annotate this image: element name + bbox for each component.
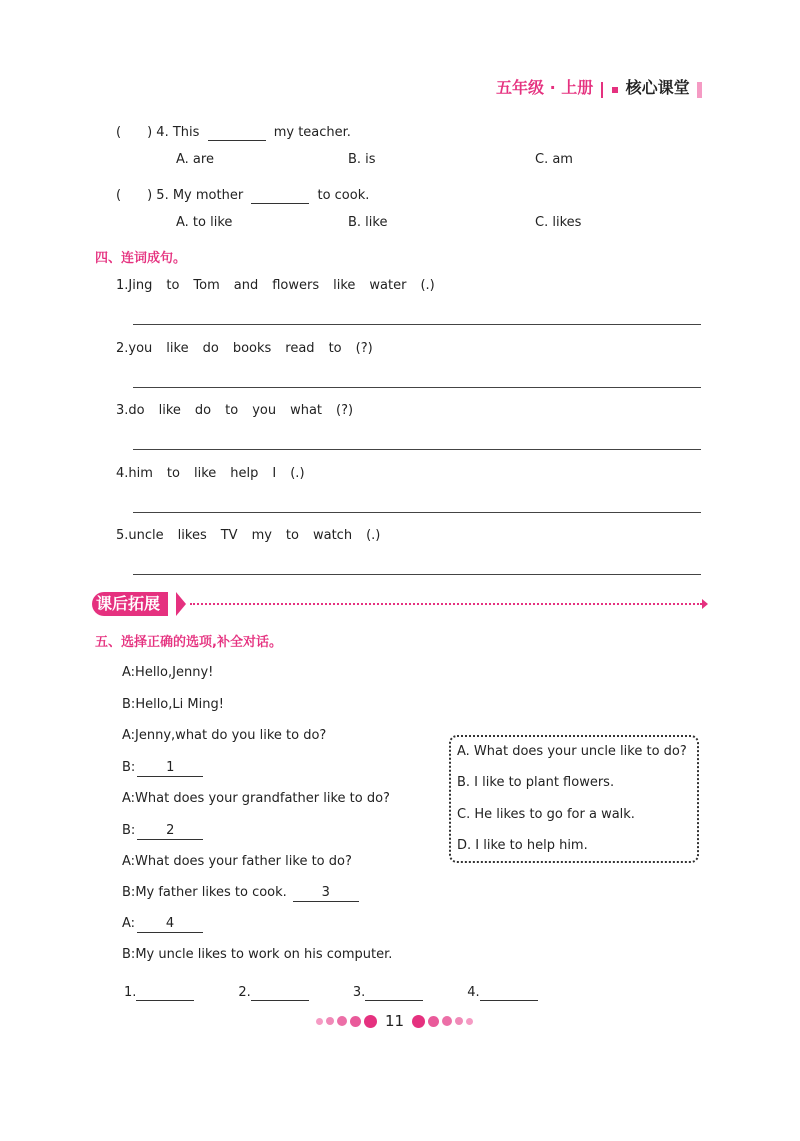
dialogue-line <box>122 823 203 840</box>
answer-label-3: 3. <box>352 985 366 1000</box>
speaker-label: B: <box>122 697 136 712</box>
speaker-label: A: <box>122 916 136 931</box>
speaker-label: A: <box>122 728 136 743</box>
dialogue-line <box>122 760 203 777</box>
q5-option-b[interactable]: B. like <box>348 215 388 230</box>
word-token: to <box>285 528 299 543</box>
dialogue-text: My father likes to cook. <box>135 885 287 900</box>
question-post: my teacher. <box>273 125 351 140</box>
dot-decoration-icon <box>442 1016 452 1026</box>
dot-decoration-icon <box>455 1017 463 1025</box>
q4-option-a[interactable]: A. are <box>176 152 214 167</box>
banner-label: 课后拓展 <box>92 592 168 616</box>
dialogue-blank[interactable]: 2 <box>137 823 203 840</box>
word-token: water <box>369 278 407 293</box>
dialogue-blank[interactable]: 1 <box>137 760 203 777</box>
extension-banner <box>92 592 712 616</box>
word-token: books <box>232 341 272 356</box>
word-token: I <box>272 466 277 481</box>
reorder-item-5 <box>116 528 380 543</box>
dot-decoration-icon <box>350 1016 361 1027</box>
dot-decoration-icon <box>316 1018 323 1025</box>
answer-paren[interactable]: ( ) <box>116 188 153 203</box>
word-token: Tom <box>193 278 220 293</box>
option-a[interactable]: A. What does your uncle like to do? <box>457 744 687 759</box>
dialogue-line <box>122 728 326 743</box>
banner-arrow-icon <box>176 592 186 616</box>
question-number: 5. <box>156 188 169 203</box>
item-number: 2. <box>116 341 129 356</box>
word-token: to <box>166 278 180 293</box>
dialogue-text: What does your grandfather like to do? <box>135 791 390 806</box>
answer-paren[interactable]: ( ) <box>116 125 153 140</box>
word-token: do <box>202 341 219 356</box>
banner-dotted-line <box>190 603 702 605</box>
q5-option-a[interactable]: A. to like <box>176 215 233 230</box>
punctuation-hint: (?) <box>336 403 354 418</box>
word-token: flowers <box>272 278 320 293</box>
banner-end-arrow-icon <box>702 599 708 609</box>
question-5 <box>116 184 369 204</box>
options-box <box>449 735 699 863</box>
reorder-item-3 <box>116 403 353 418</box>
fill-blank[interactable] <box>208 125 266 141</box>
word-token: him <box>128 466 153 481</box>
brand-label: 核心课堂 <box>625 78 690 97</box>
speaker-label: A: <box>122 854 136 869</box>
dialogue-text: My uncle likes to work on his computer. <box>135 947 393 962</box>
word-token: like <box>193 466 217 481</box>
answer-label-4: 4. <box>467 985 480 1000</box>
answer-line[interactable] <box>133 449 701 450</box>
word-token: watch <box>312 528 353 543</box>
question-pre: My mother <box>172 188 244 203</box>
dialogue-line <box>122 665 213 680</box>
word-token: like <box>166 341 189 356</box>
word-token: to <box>166 466 180 481</box>
question-number: 4. <box>156 125 169 140</box>
dot-decoration-icon <box>326 1017 334 1025</box>
answer-line[interactable] <box>133 512 701 513</box>
speaker-label: B: <box>122 823 136 838</box>
word-token: and <box>233 278 259 293</box>
word-token: read <box>285 341 315 356</box>
page-number: 11 <box>385 1012 405 1030</box>
answer-blank-4[interactable] <box>480 985 538 1001</box>
fill-blank[interactable] <box>251 188 309 204</box>
option-b[interactable]: B. I like to plant flowers. <box>457 775 615 790</box>
punctuation-hint: (.) <box>420 278 435 293</box>
answer-line[interactable] <box>133 387 701 388</box>
dialogue-text: What does your father like to do? <box>135 854 352 869</box>
section-4-title: 四、连词成句。 <box>95 251 187 266</box>
word-token: you <box>128 341 153 356</box>
answer-row <box>124 985 538 1001</box>
word-token: do <box>128 403 145 418</box>
word-token: likes <box>177 528 207 543</box>
word-token: help <box>230 466 259 481</box>
punctuation-hint: (.) <box>366 528 381 543</box>
speaker-label: B: <box>122 885 136 900</box>
page-footer <box>316 1010 473 1032</box>
dialogue-text: Hello,Jenny! <box>135 665 214 680</box>
q4-option-c[interactable]: C. am <box>535 152 573 167</box>
word-token: what <box>290 403 323 418</box>
header-divider <box>601 82 603 98</box>
dialogue-line <box>122 854 352 869</box>
word-token: like <box>158 403 181 418</box>
dialogue-line <box>122 697 224 712</box>
word-token: to <box>328 341 342 356</box>
q5-option-c[interactable]: C. likes <box>535 215 582 230</box>
dialogue-line <box>122 916 203 933</box>
speaker-label: A: <box>122 791 136 806</box>
answer-line[interactable] <box>133 324 701 325</box>
grade-label: 五年级 · 上册 <box>496 78 594 97</box>
item-number: 3. <box>116 403 129 418</box>
word-token: uncle <box>128 528 164 543</box>
section-5-title: 五、选择正确的选项,补全对话。 <box>95 635 282 650</box>
reorder-item-1 <box>116 278 435 293</box>
item-number: 1. <box>116 278 129 293</box>
item-number: 4. <box>116 466 129 481</box>
dialogue-line <box>122 791 390 806</box>
dialogue-text: Hello,Li Ming! <box>135 697 224 712</box>
question-4 <box>116 121 351 141</box>
word-token: Jing <box>128 278 153 293</box>
page-header <box>496 77 702 99</box>
speaker-label: B: <box>122 760 136 775</box>
item-number: 5. <box>116 528 129 543</box>
word-token: you <box>252 403 277 418</box>
word-token: like <box>333 278 356 293</box>
header-square-icon <box>612 87 618 93</box>
option-d[interactable]: D. I like to help him. <box>457 838 588 853</box>
dot-decoration-icon <box>412 1015 425 1028</box>
question-post: to cook. <box>317 188 370 203</box>
word-token: do <box>194 403 212 418</box>
answer-line[interactable] <box>133 574 701 575</box>
punctuation-hint: (.) <box>290 466 305 481</box>
dialogue-line <box>122 947 392 962</box>
dot-decoration-icon <box>428 1016 439 1027</box>
answer-label-2: 2. <box>238 985 251 1000</box>
word-token: TV <box>220 528 238 543</box>
dot-decoration-icon <box>466 1018 473 1025</box>
dialogue-text: Jenny,what do you like to do? <box>135 728 327 743</box>
answer-blank-2[interactable] <box>251 985 309 1001</box>
dot-decoration-icon <box>364 1015 377 1028</box>
word-token: my <box>251 528 272 543</box>
answer-blank-1[interactable] <box>136 985 194 1001</box>
dialogue-line <box>122 885 359 902</box>
reorder-item-2 <box>116 341 373 356</box>
dialogue-blank[interactable]: 4 <box>137 916 203 933</box>
reorder-item-4 <box>116 466 305 481</box>
option-c[interactable]: C. He likes to go for a walk. <box>457 807 635 822</box>
speaker-label: A: <box>122 665 136 680</box>
word-token: to <box>225 403 239 418</box>
q4-option-b[interactable]: B. is <box>348 152 376 167</box>
dialogue-blank[interactable]: 3 <box>293 885 359 902</box>
header-bar-icon <box>697 82 702 98</box>
answer-blank-3[interactable] <box>365 985 423 1001</box>
speaker-label: B: <box>122 947 136 962</box>
question-pre: This <box>172 125 200 140</box>
punctuation-hint: (?) <box>355 341 373 356</box>
answer-label-1: 1. <box>124 985 137 1000</box>
dot-decoration-icon <box>337 1016 347 1026</box>
